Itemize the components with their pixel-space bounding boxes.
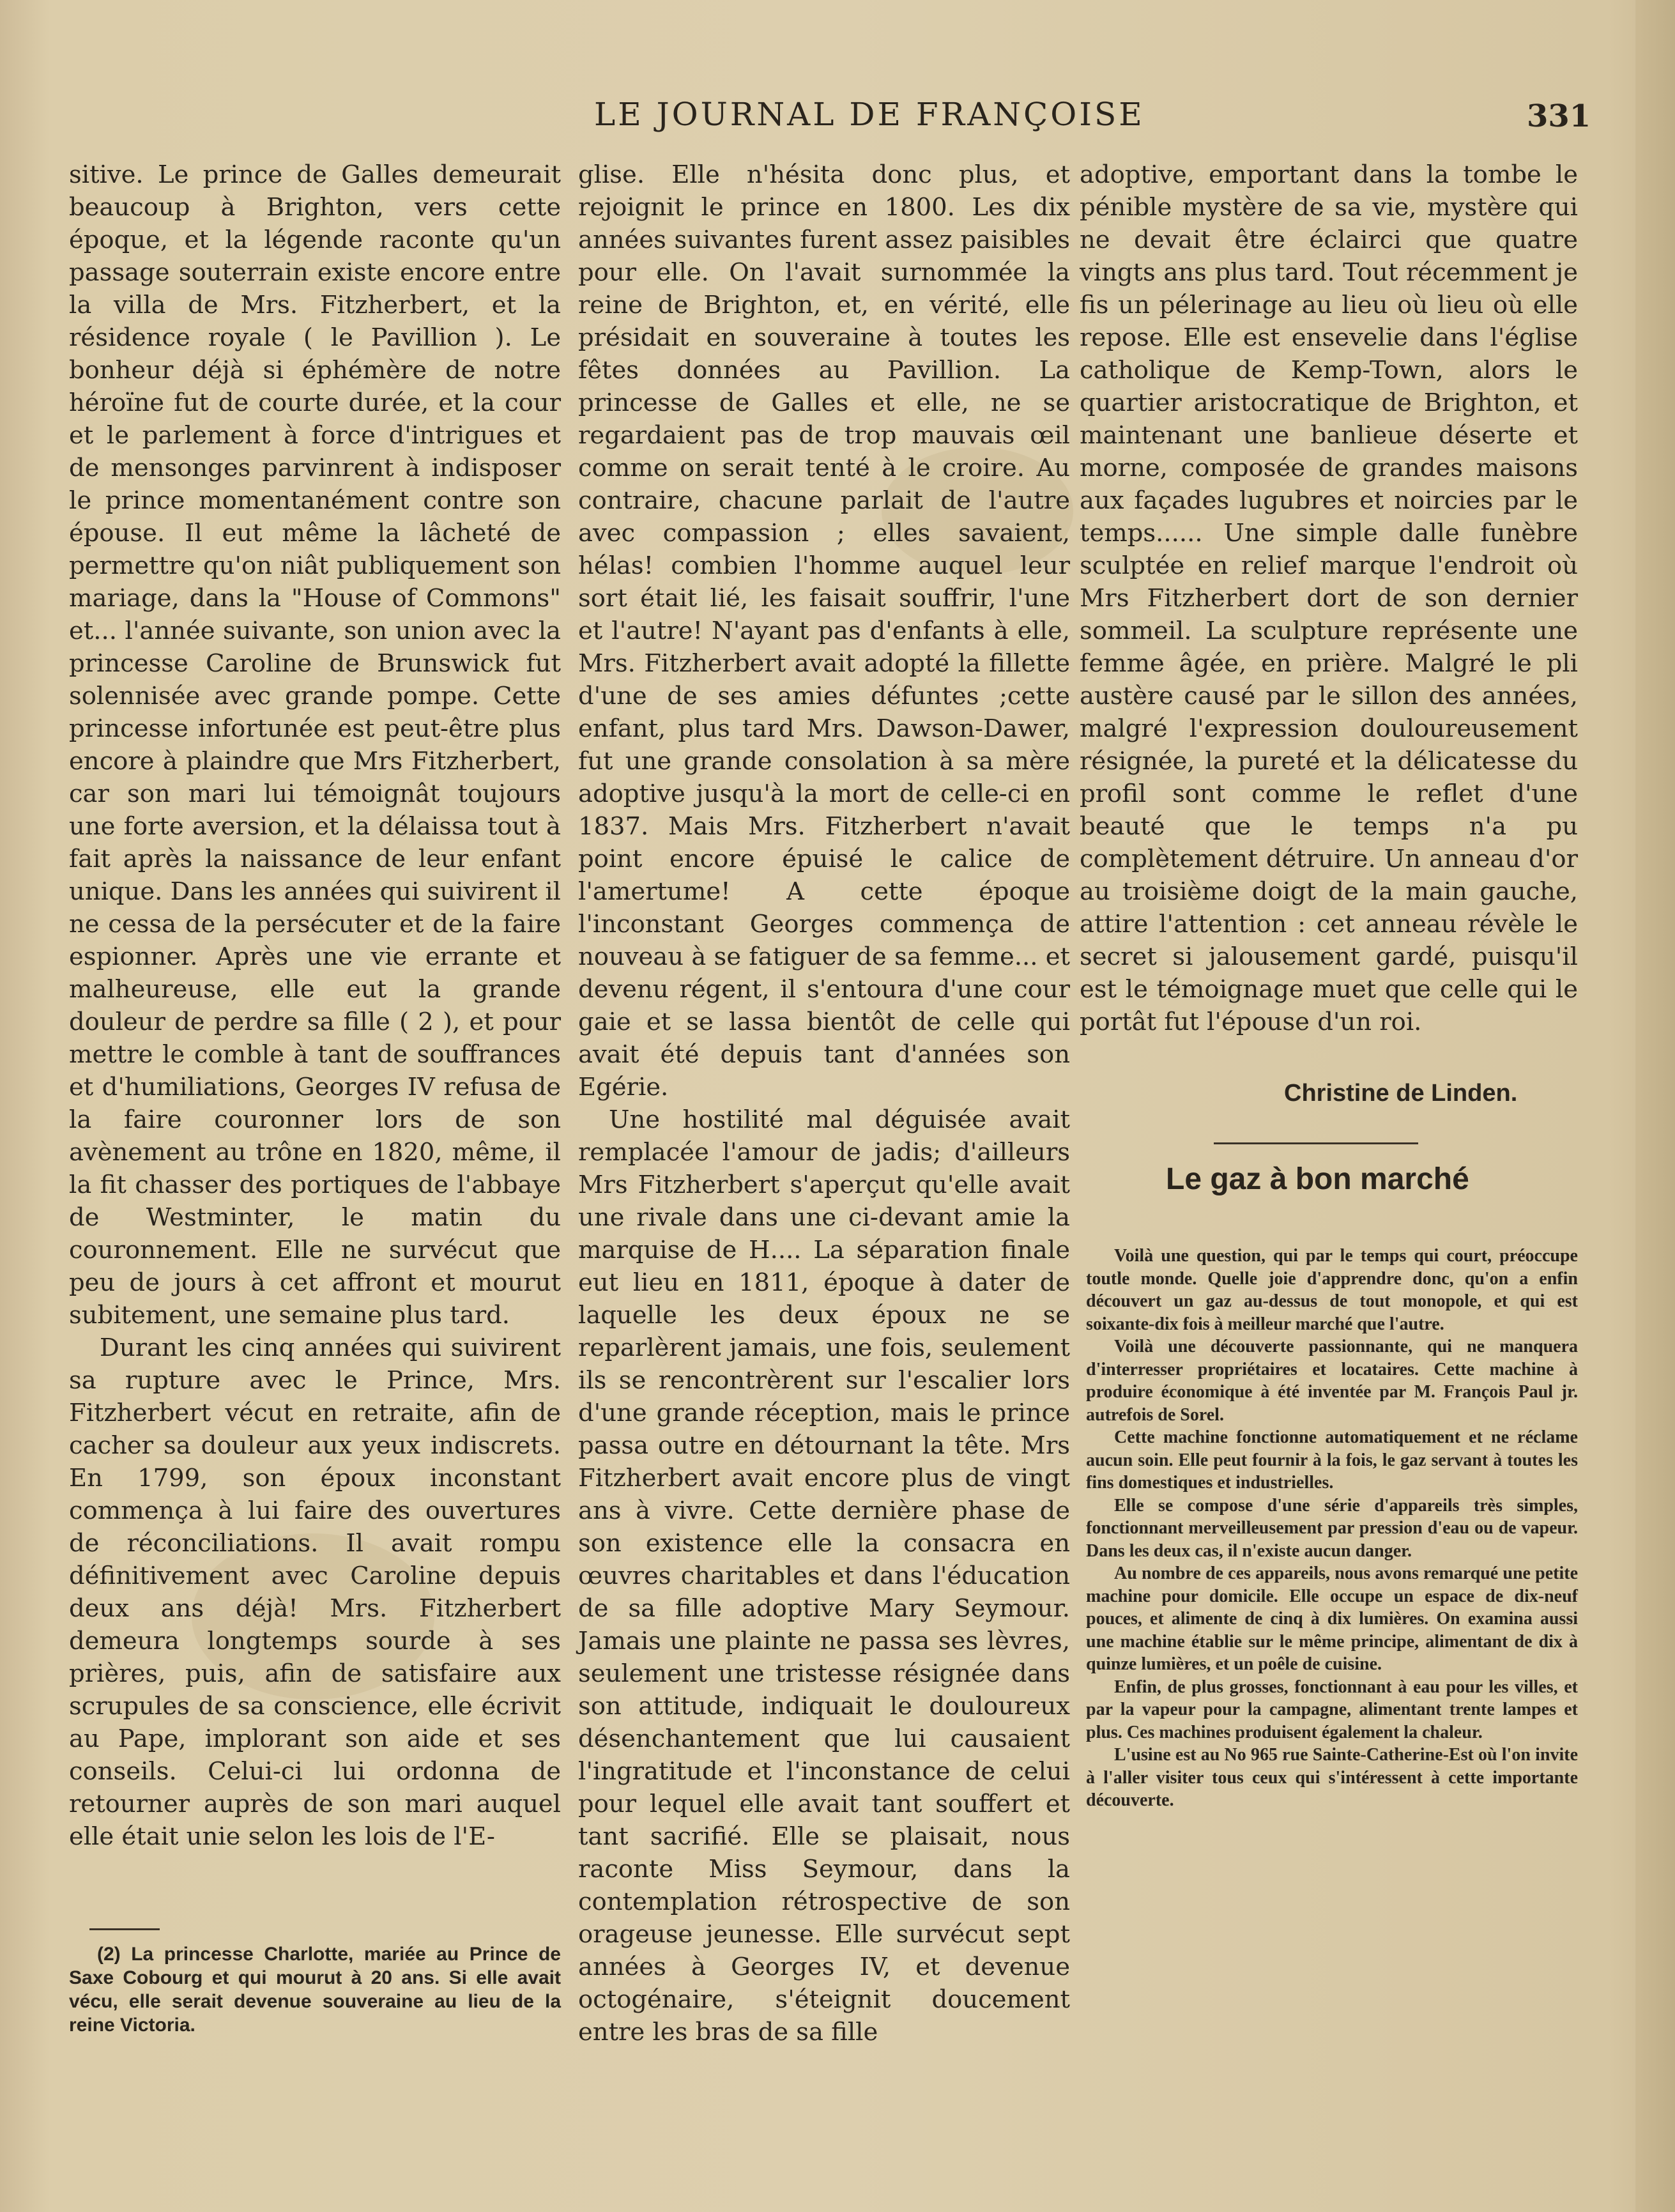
page-header: [0, 96, 1675, 141]
article-paragraph: Au nombre de ces appareils, nous avons remarqué une petite machine pour domicile. Elle occupe un espace de dix-neuf pouces, et alimente de cinq à dix lumières. On examina aussi une machine établie sur le même principe, alimentant de dix à quinze lumières, et un poêle de cuisine.: [1086, 1563, 1578, 1674]
column-1-paragraph-1: sitive. Le prince de Galles demeurait beaucoup à Brighton, vers cette époque, et la légende raconte qu'un passage souterrain existe encore entre la villa de Mrs. Fitzherbert, et la résidence royale ( le Pavillion ). Le bonheur déjà si éphémère de notre héroïne fut de courte durée, et la cour et le parlement à force d'intrigues et de mensonges parvinrent à indisposer le prince momentanément contre son épouse. Il eut même la lâcheté de permettre qu'on niât publiquement son mariage, dans la "House of Commons" et... l'année suivante, son union avec la princesse Caroline de Brunswick fut solennisée avec grande pompe. Cette princesse infortunée est peut-être plus encore à plaindre que Mrs Fitzherbert, car son mari lui témoignât toujours une forte aversion, et la délaissa tout à fait après la naissance de leur enfant unique. Dans les années qui suivirent il ne cessa de la persécuter et de la faire espionner. Après une vie errante et malheureuse, elle eut la grande douleur de perdre sa fille ( 2 ), et pour mettre le comble à tant de souffrances et d'humiliations, Georges IV refusa de la faire couronner lors de son avènement au trône en 1820, même, il la fit chasser des portiques de l'abbaye de Westminter, le matin du couronnement. Elle ne survécut que peu de jours à cet affront et mourut subitement, une semaine plus tard.: [69, 160, 561, 1330]
footnote-divider: [89, 1928, 160, 1930]
article-paragraph: Enfin, de plus grosses, fonctionnant à eau pour les villes, et par la vapeur pour la campagne, alimentant trente lampes et plus. Ces machines produisent également la chaleur.: [1086, 1677, 1578, 1742]
footnote: (2) La princesse Charlotte, mariée au Prince de Saxe Cobourg et qui mourut à 20 ans. Si elle avait vécu, elle serait devenue souveraine au lieu de la reine Victoria.: [69, 1944, 561, 2036]
article-paragraph: Voilà une découverte passionnante, qui ne manquera d'interresser propriétaires et locataires. Cette machine à produire économique à été inventée par M. François Paul jr. autrefois de Sorel.: [1086, 1337, 1578, 1425]
article-title: Le gaz à bon marché: [1166, 1162, 1469, 1196]
author-signature: Christine de Linden.: [1284, 1080, 1518, 1107]
column-3-paragraph-1: adoptive, emportant dans la tombe le pénible mystère de sa vie, mystère qui ne devait être éclairci que quatre vingts ans plus tard. Tout récemment je fis un pélerinage au lieu où lieu où elle repose. Elle est ensevelie dans l'église catholique de Kemp-Town, alors le quartier aristocratique de Brighton, et maintenant une banlieue déserte et morne, composée de grandes maisons aux façades lugubres et noircies par le temps...... Une simple dalle funèbre sculptée en relief marque l'endroit où Mrs Fitzherbert dort de son dernier sommeil. La sculpture représente une femme âgée, en prière. Malgré le pli austère causé par le sillon des années, malgré l'expression douloureusement résignée, la pureté et la délicatesse du profil sont comme le reflet d'une beauté que le temps n'a pu complètement détruire. Un anneau d'or au troisième doigt de la main gauche, attire l'attention : cet anneau révèle le secret si jalousement gardé, puisqu'il est le témoignage muet que celle qui le portât fut l'épouse d'un roi.: [1080, 160, 1578, 1036]
page-number: 331: [1527, 98, 1591, 134]
column-3: [1080, 158, 1578, 1038]
column-1-paragraph-2: Durant les cinq années qui suivirent sa rupture avec le Prince, Mrs. Fitzherbert vécut en retraite, afin de cacher sa douleur aux yeux indiscrets. En 1799, son époux inconstant commença à lui faire des ouvertures de réconciliations. Il avait rompu définitivement avec Caroline depuis deux ans déjà! Mrs. Fitzherbert demeura longtemps sourde à ses prières, puis, afin de satisfaire aux scrupules de sa conscience, elle écrivit au Pape, implorant son aide et ses conseils. Celui-ci lui ordonna de retourner auprès de son mari auquel elle était unie selon les lois de l'E-: [69, 1333, 561, 1851]
page-binding-edge: [1635, 0, 1675, 2212]
column-2: [578, 158, 1070, 2048]
column-1: [69, 158, 561, 1853]
journal-title: LE JOURNAL DE FRANÇOISE: [594, 96, 1145, 133]
column-2-paragraph-1: glise. Elle n'hésita donc plus, et rejoignit le prince en 1800. Les dix années suivantes furent assez paisibles pour elle. On l'avait surnommée la reine de Brighton, et, en vérité, elle présidait en souveraine à toutes les fêtes données au Pavillion. La princesse de Galles et elle, ne se regardaient pas de trop mauvais œil comme on serait tenté à le croire. Au contraire, chacune parlait de l'autre avec compassion ; elles savaient, hélas! combien l'homme auquel leur sort était lié, les faisait souffrir, l'une et l'autre! N'ayant pas d'enfants à elle, Mrs. Fitzherbert avait adopté la fillette d'une de ses amies défuntes ;cette enfant, plus tard Mrs. Dawson-Dawer, fut une grande consolation à sa mère adoptive jusqu'à la mort de celle-ci en 1837. Mais Mrs. Fitzherbert n'avait point encore épuisé le calice de l'amertume! A cette époque l'inconstant Georges commença de nouveau à se fatiguer de sa femme... et devenu régent, il s'entoura d'une cour gaie et se lassa bientôt de celle qui avait été depuis tant d'années son Egérie.: [578, 160, 1070, 1102]
article-paragraph: L'usine est au No 965 rue Sainte-Catherine-Est où l'on invite à l'aller visiter tous ceux qui s'intéressent à cette importante découverte.: [1086, 1745, 1578, 1810]
article-paragraph: Cette machine fonctionne automatiquement et ne réclame aucun soin. Elle peut fournir à la fois, le gaz servant à toutes les fins domestiques et industrielles.: [1086, 1427, 1578, 1493]
article-paragraph: Voilà une question, qui par le temps qui court, préoccupe toutle monde. Quelle joie d'apprendre donc, qu'on a enfin découvert un gaz au-dessus de tout monopole, et qui est soixante-dix fois à meilleur marché que l'autre.: [1086, 1246, 1578, 1334]
column-2-paragraph-2: Une hostilité mal déguisée avait remplacée l'amour de jadis; d'ailleurs Mrs Fitzherbert s'aperçut qu'elle avait une rivale dans une ci-devant amie la marquise de H.... La séparation finale eut lieu en 1811, époque à dater de laquelle les deux époux ne se reparlèrent jamais, une fois, seulement ils se rencontrèrent sur l'escalier lors d'une grande réception, mais le prince passa outre en détournant la tête. Mrs Fitzherbert avait encore plus de vingt ans à vivre. Cette dernière phase de son existence elle la consacra en œuvres charitables et dans l'éducation de sa fille adoptive Mary Seymour. Jamais une plainte ne passa ses lèvres, seulement une tristesse résignée dans son attitude, indiquait le douloureux désenchantement que lui causaient l'ingratitude et l'inconstance de celui pour lequel elle avait tant souffert et tant sacrifié. Elle se plaisait, nous raconte Miss Seymour, dans la contemplation rétrospective de son orageuse jeunesse. Elle survécut sept années à Georges IV, et devenue octogénaire, s'éteignit doucement entre les bras de sa fille: [578, 1105, 1070, 2047]
article-divider: [1214, 1142, 1418, 1144]
article-paragraph: Elle se compose d'une série d'appareils très simples, fonctionnant merveilleusement par pression d'eau ou de vapeur. Dans les deux cas, il n'existe aucun danger.: [1086, 1495, 1578, 1561]
gas-article: [1086, 1245, 1578, 1812]
